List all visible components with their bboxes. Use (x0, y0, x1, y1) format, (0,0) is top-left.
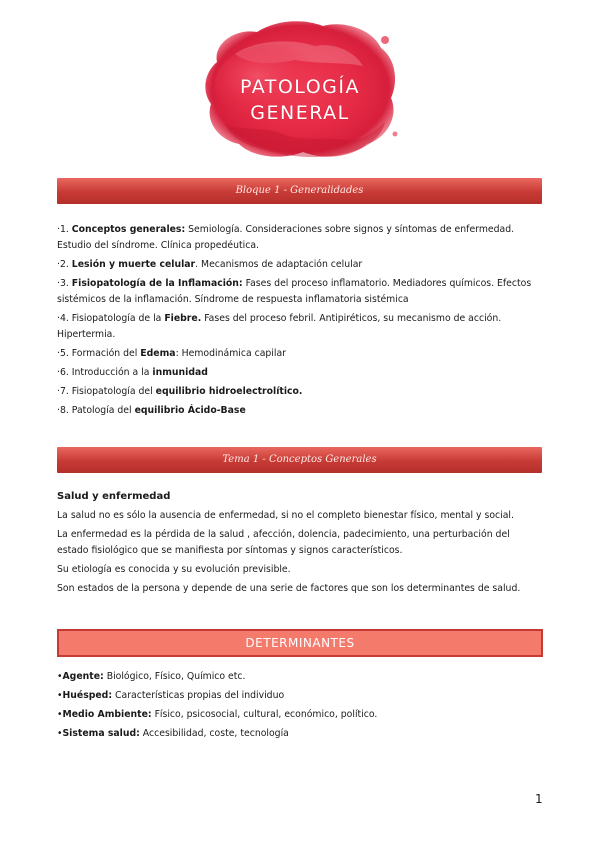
paragraph: Son estados de la persona y depende de una serie de factores que son los determinantes de salud. (57, 583, 521, 594)
topic-item: ·1. Conceptos generales: Semiología. Consideraciones sobre signos y síntomas de enfermedad. Estudio del síndrome. Clínica propedéutica. (57, 224, 515, 251)
determinantes-list (57, 669, 544, 745)
determinante-item: •Medio Ambiente: Físico, psicosocial, cultural, económico, político. (57, 709, 378, 720)
determinante-item: •Agente: Biológico, Físico, Químico etc. (57, 671, 246, 682)
topic-item: ·3. Fisiopatología de la Inflamación: Fases del proceso inflamatorio. Mediadores químicos. Efectos sistémicos de la inflamación. Síndrome de respuesta inflamatoria sistémica (57, 278, 532, 305)
page-number: 1 (535, 792, 543, 806)
section-bar-bloque: Bloque 1 - Generalidades (57, 178, 542, 204)
paragraph: Su etiología es conocida y su evolución previsible. (57, 564, 291, 575)
section-heading: Salud y enfermedad (57, 491, 171, 502)
topic-item: ·5. Formación del Edema: Hemodinámica capilar (57, 348, 286, 359)
salud-section (57, 489, 544, 600)
paragraph: La salud no es sólo la ausencia de enfermedad, si no el completo bienestar físico, mental y social. (57, 510, 514, 521)
topic-item: ·7. Fisiopatología del equilibrio hidroelectrolítico. (57, 386, 303, 397)
document-title-line-2: GENERAL (250, 102, 350, 124)
determinantes-box-title: DETERMINANTES (57, 629, 543, 657)
determinante-item: •Huésped: Características propias del individuo (57, 690, 285, 701)
topic-item: ·6. Introducción a la inmunidad (57, 367, 208, 378)
topic-item: ·2. Lesión y muerte celular. Mecanismos de adaptación celular (57, 259, 363, 270)
topic-item: ·4. Fisiopatología de la Fiebre. Fases del proceso febril. Antipiréticos, su mecanismo de acción. Hipertermia. (57, 313, 502, 340)
bloque-topic-list (57, 222, 544, 422)
paragraph: La enfermedad es la pérdida de la salud , afección, dolencia, padecimiento, una perturbación del estado fisiológico que se manifiesta por síntomas y signos característicos. (57, 529, 510, 556)
determinante-item: •Sistema salud: Accesibilidad, coste, tecnología (57, 728, 289, 739)
section-bar-tema: Tema 1 - Conceptos Generales (57, 447, 542, 473)
topic-item: ·8. Patología del equilibrio Ácido-Base (57, 405, 246, 416)
title-watercolor-splash (195, 14, 405, 164)
document-title-line-1: PATOLOGÍA (239, 76, 360, 98)
